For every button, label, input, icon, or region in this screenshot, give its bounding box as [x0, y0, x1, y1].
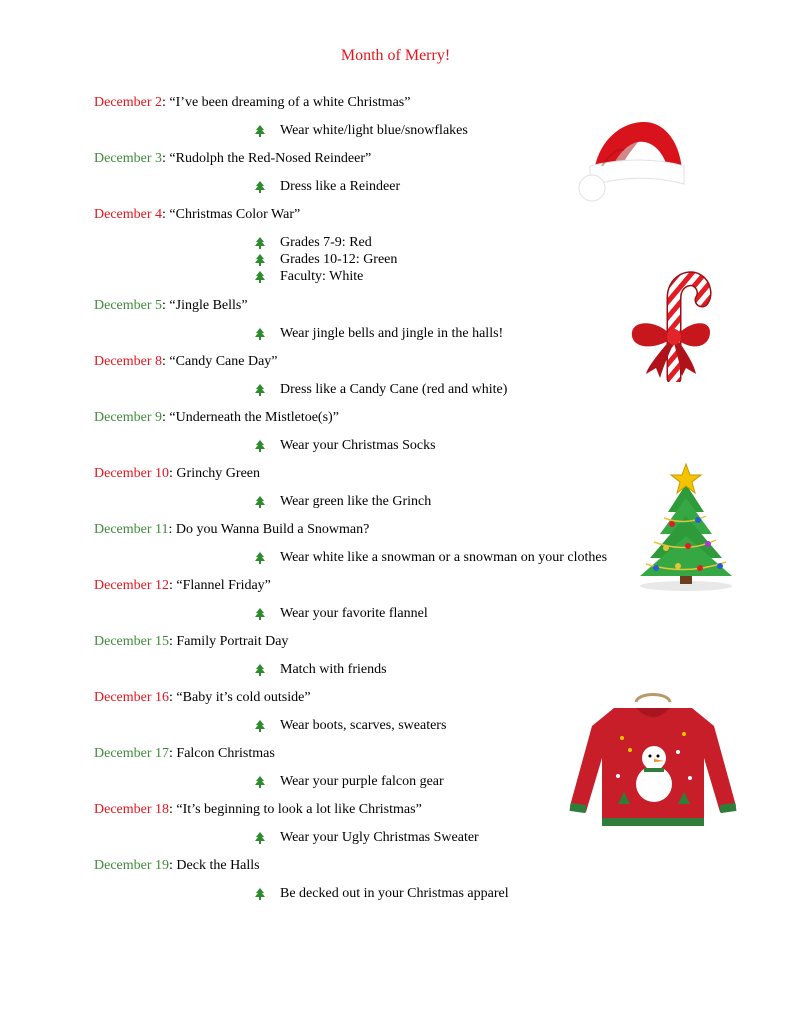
day-sep: :: [169, 690, 173, 705]
day-date: December 19: [94, 858, 170, 873]
day-theme: “I’ve been dreaming of a white Christmas”: [165, 95, 411, 110]
tree-bullet-icon: [255, 888, 265, 900]
item-text: Dress like a Candy Cane (red and white): [280, 382, 508, 397]
day-heading: [94, 94, 410, 112]
day-heading: [94, 521, 369, 539]
day-sep: :: [162, 207, 166, 222]
day-sep: :: [162, 298, 166, 313]
tree-bullet-icon: [255, 608, 265, 620]
tree-bullet-icon: [255, 328, 265, 340]
item-text: Wear white/light blue/snowflakes: [280, 123, 468, 138]
day-theme: “Rudolph the Red-Nosed Reindeer”: [165, 151, 372, 166]
item-text: Grades 10-12: Green: [280, 252, 398, 267]
day-heading: [94, 353, 278, 371]
day-date: December 17: [94, 746, 170, 761]
day-heading: [94, 633, 288, 651]
day-date: December 2: [94, 95, 163, 110]
item-text: Match with friends: [280, 662, 387, 677]
day-date: December 10: [94, 466, 170, 481]
day-date: December 15: [94, 634, 170, 649]
day-date: December 11: [94, 522, 169, 537]
ugly-sweater-icon: [564, 686, 742, 836]
item-text: Wear your Christmas Socks: [280, 438, 436, 453]
day-sep: :: [169, 578, 173, 593]
day-sep: :: [162, 354, 166, 369]
tree-bullet-icon: [255, 440, 265, 452]
day-sep: :: [169, 858, 173, 873]
tree-bullet-icon: [255, 720, 265, 732]
item-text: Dress like a Reindeer: [280, 179, 401, 194]
day-theme: “Baby it’s cold outside”: [172, 690, 311, 705]
santa-hat-icon: [572, 114, 688, 204]
day-theme: Family Portrait Day: [172, 634, 289, 649]
day-theme: “Candy Cane Day”: [165, 354, 278, 369]
item-text: Wear boots, scarves, sweaters: [280, 718, 447, 733]
day-theme: “Christmas Color War”: [165, 207, 301, 222]
day-heading: [94, 745, 275, 763]
christmas-tree-icon: [626, 462, 744, 592]
tree-bullet-icon: [255, 832, 265, 844]
day-heading: [94, 206, 300, 224]
day-theme: Grinchy Green: [172, 466, 260, 481]
day-heading: [94, 150, 371, 168]
item-text: Wear your Ugly Christmas Sweater: [280, 830, 479, 845]
day-theme: Falcon Christmas: [172, 746, 275, 761]
day-theme: Deck the Halls: [172, 858, 260, 873]
day-sep: :: [168, 522, 173, 537]
item-text: Wear green like the Grinch: [280, 494, 432, 509]
item-text: Wear white like a snowman or a snowman on your clothes: [280, 550, 608, 565]
tree-bullet-icon: [255, 271, 265, 283]
day-theme: “It’s beginning to look a lot like Christmas”: [172, 802, 422, 817]
day-sep: :: [169, 746, 173, 761]
tree-bullet-icon: [255, 254, 265, 266]
tree-bullet-icon: [255, 552, 265, 564]
tree-bullet-icon: [255, 776, 265, 788]
item-text: Grades 7-9: Red: [280, 235, 372, 250]
day-date: December 16: [94, 690, 170, 705]
item-text: Wear your purple falcon gear: [280, 774, 444, 789]
tree-bullet-icon: [255, 181, 265, 193]
item-text: Faculty: White: [280, 269, 364, 284]
candy-cane-icon: [626, 270, 712, 382]
day-theme: “Jingle Bells”: [165, 298, 248, 313]
day-sep: :: [169, 802, 173, 817]
day-date: December 3: [94, 151, 163, 166]
page-title: Month of Merry!: [340, 47, 451, 64]
day-heading: [94, 577, 271, 595]
day-date: December 9: [94, 410, 163, 425]
tree-bullet-icon: [255, 496, 265, 508]
day-theme: “Flannel Friday”: [172, 578, 271, 593]
day-theme: Do you Wanna Build a Snowman?: [172, 522, 370, 537]
day-date: December 5: [94, 298, 163, 313]
day-heading: [94, 801, 422, 819]
day-heading: [94, 465, 260, 483]
item-text: Be decked out in your Christmas apparel: [280, 886, 509, 901]
tree-bullet-icon: [255, 125, 265, 137]
day-sep: :: [169, 634, 173, 649]
tree-bullet-icon: [255, 664, 265, 676]
day-date: December 8: [94, 354, 163, 369]
item-text: Wear jingle bells and jingle in the halls!: [280, 326, 504, 341]
day-sep: :: [162, 95, 166, 110]
day-date: December 4: [94, 207, 163, 222]
day-heading: [94, 689, 311, 707]
day-heading: [94, 857, 260, 875]
item-text: Wear your favorite flannel: [280, 606, 428, 621]
day-heading: [94, 409, 339, 427]
day-date: December 18: [94, 802, 170, 817]
day-theme: “Underneath the Mistletoe(s)”: [165, 410, 339, 425]
day-date: December 12: [94, 578, 170, 593]
tree-bullet-icon: [255, 384, 265, 396]
day-heading: [94, 297, 248, 315]
day-sep: :: [162, 151, 166, 166]
day-sep: :: [169, 466, 173, 481]
day-sep: :: [162, 410, 166, 425]
tree-bullet-icon: [255, 237, 265, 249]
